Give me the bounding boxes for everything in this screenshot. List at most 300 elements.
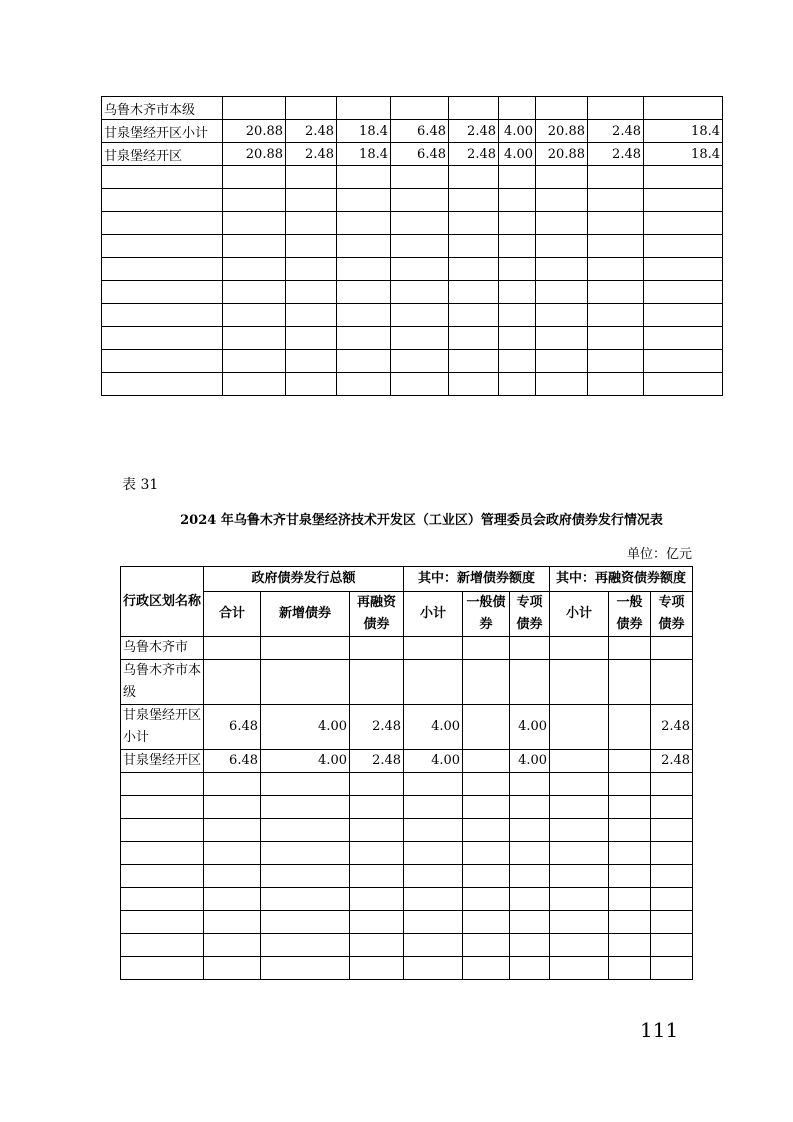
value-cell [536,189,588,212]
table-row [102,281,723,304]
value-cell [286,189,337,212]
table-row [102,327,723,350]
value-cell [391,235,449,258]
table-row [102,235,723,258]
value-cell: 4.00 [404,750,463,773]
value-cell [463,934,510,957]
row-label-cell [121,796,204,819]
value-cell [588,258,644,281]
value-cell [499,373,536,396]
bond-table-body [121,637,693,980]
value-cell [609,957,651,980]
value-cell [588,166,644,189]
value-cell [651,660,693,705]
value-cell [651,773,693,796]
value-cell [510,842,550,865]
table-row [121,750,693,773]
value-cell [449,166,499,189]
value-cell: 4.00 [404,705,463,750]
row-label-cell [102,189,223,212]
value-cell: 6.48 [204,750,261,773]
value-cell [404,660,463,705]
value-cell [550,957,609,980]
value-cell [204,911,261,934]
value-cell [644,350,723,373]
row-label-cell [102,235,223,258]
value-cell [536,373,588,396]
value-cell [286,373,337,396]
value-cell [651,637,693,660]
value-cell [449,373,499,396]
value-cell [499,304,536,327]
value-cell [391,189,449,212]
value-cell [404,865,463,888]
value-cell [536,97,588,120]
table-row [121,842,693,865]
value-cell [261,796,350,819]
value-cell [644,304,723,327]
value-cell [609,705,651,750]
value-cell [204,773,261,796]
value-cell [510,637,550,660]
value-cell: 2.48 [286,143,337,166]
value-cell [463,705,510,750]
value-cell [463,660,510,705]
value-cell [644,327,723,350]
value-cell [463,637,510,660]
value-cell [609,911,651,934]
table-row [102,212,723,235]
value-cell [550,911,609,934]
row-label-cell [121,842,204,865]
value-cell [644,97,723,120]
value-cell [204,888,261,911]
value-cell [391,281,449,304]
value-cell [463,796,510,819]
value-cell [261,842,350,865]
value-cell [391,212,449,235]
value-cell [588,212,644,235]
value-cell: 2.48 [350,750,404,773]
value-cell: 2.48 [350,705,404,750]
value-cell [609,773,651,796]
header-region: 行政区划名称 [121,567,204,637]
value-cell [499,166,536,189]
value-cell [449,235,499,258]
value-cell: 2.48 [651,705,693,750]
value-cell: 4.00 [261,705,350,750]
row-label-cell: 甘泉堡经开区 [121,750,204,773]
value-cell [609,865,651,888]
row-label-cell [102,327,223,350]
table-row [121,819,693,842]
value-cell [536,350,588,373]
row-label-cell [102,304,223,327]
value-cell [350,819,404,842]
value-cell [449,212,499,235]
table-row [102,120,723,143]
header-refinancing-bonds: 其中：再融资债券额度 [550,567,693,592]
row-label-cell [102,212,223,235]
value-cell: 18.4 [644,143,723,166]
row-label-cell [121,934,204,957]
value-cell [499,258,536,281]
row-label-cell [102,166,223,189]
row-label-cell: 乌鲁木齐市本级 [102,97,223,120]
value-cell: 6.48 [204,705,261,750]
value-cell [644,258,723,281]
value-cell: 2.48 [588,120,644,143]
value-cell [651,842,693,865]
value-cell [644,373,723,396]
value-cell [391,97,449,120]
table-row [102,373,723,396]
subheader-new-general: 一般债券 [463,592,510,637]
value-cell [463,957,510,980]
value-cell [463,773,510,796]
subheader-refi-general: 一般债券 [609,592,651,637]
value-cell [449,189,499,212]
row-label-cell: 乌鲁木齐市 [121,637,204,660]
value-cell [536,212,588,235]
table-row [121,796,693,819]
value-cell: 6.48 [391,143,449,166]
value-cell [510,819,550,842]
value-cell [404,911,463,934]
value-cell [337,212,391,235]
value-cell [609,819,651,842]
value-cell [223,373,286,396]
value-cell [449,350,499,373]
value-cell [644,235,723,258]
value-cell [391,327,449,350]
value-cell [510,660,550,705]
subheader-new-subtotal: 小计 [404,592,463,637]
value-cell [223,304,286,327]
value-cell: 4.00 [261,750,350,773]
value-cell [204,819,261,842]
subheader-refi-subtotal: 小计 [550,592,609,637]
value-cell [499,235,536,258]
table-row [121,660,693,705]
value-cell [204,796,261,819]
value-cell [204,660,261,705]
value-cell [223,97,286,120]
value-cell [463,750,510,773]
value-cell [404,773,463,796]
row-label-cell: 甘泉堡经开区小计 [121,705,204,750]
value-cell [350,796,404,819]
value-cell [404,796,463,819]
value-cell [536,235,588,258]
table-row [121,773,693,796]
value-cell [449,304,499,327]
table-row [102,143,723,166]
value-cell [449,97,499,120]
value-cell [536,327,588,350]
value-cell [404,957,463,980]
value-cell: 20.88 [223,143,286,166]
row-label-cell [121,911,204,934]
value-cell [550,842,609,865]
value-cell [337,189,391,212]
value-cell [350,957,404,980]
value-cell [261,865,350,888]
value-cell [463,819,510,842]
value-cell [499,212,536,235]
subheader-total: 合计 [204,592,261,637]
value-cell [536,258,588,281]
value-cell [391,258,449,281]
value-cell [651,819,693,842]
value-cell [651,957,693,980]
value-cell [261,819,350,842]
value-cell [644,281,723,304]
value-cell [449,327,499,350]
value-cell [536,304,588,327]
row-label-cell [102,350,223,373]
value-cell [536,166,588,189]
header-total-issuance: 政府债券发行总额 [204,567,404,592]
value-cell [337,97,391,120]
value-cell [550,934,609,957]
prior-table-continuation [101,96,723,396]
value-cell: 4.00 [510,750,550,773]
value-cell [286,281,337,304]
value-cell [286,304,337,327]
value-cell [404,637,463,660]
value-cell [350,773,404,796]
value-cell [651,911,693,934]
value-cell [261,911,350,934]
value-cell [286,327,337,350]
value-cell [499,97,536,120]
table-row [121,888,693,911]
value-cell [550,888,609,911]
value-cell: 20.88 [223,120,286,143]
row-label-cell [121,773,204,796]
value-cell [609,637,651,660]
value-cell [499,327,536,350]
value-cell [499,281,536,304]
value-cell: 20.88 [536,143,588,166]
value-cell [337,281,391,304]
row-label-cell: 甘泉堡经开区小计 [102,120,223,143]
value-cell [404,819,463,842]
value-cell [223,327,286,350]
value-cell [286,212,337,235]
value-cell [550,660,609,705]
value-cell [261,637,350,660]
value-cell [588,235,644,258]
value-cell: 18.4 [337,120,391,143]
value-cell [651,865,693,888]
table-row [102,97,723,120]
value-cell [550,705,609,750]
value-cell [644,166,723,189]
unit-note: 单位：亿元 [626,547,692,562]
value-cell [499,350,536,373]
value-cell: 4.00 [510,705,550,750]
value-cell: 2.48 [449,120,499,143]
value-cell [588,97,644,120]
value-cell [588,350,644,373]
value-cell: 20.88 [536,120,588,143]
value-cell [350,842,404,865]
header-new-bonds: 其中：新增债券额度 [404,567,550,592]
table-row [102,304,723,327]
table-row [102,258,723,281]
value-cell [350,660,404,705]
value-cell: 18.4 [644,120,723,143]
value-cell [463,888,510,911]
bond-issuance-table [120,566,693,980]
prior-table-body [102,97,723,396]
table-row [102,350,723,373]
value-cell [536,281,588,304]
value-cell [261,660,350,705]
value-cell: 18.4 [337,143,391,166]
value-cell [223,281,286,304]
value-cell [261,888,350,911]
value-cell [350,934,404,957]
value-cell: 2.48 [286,120,337,143]
value-cell: 2.48 [651,750,693,773]
value-cell [391,166,449,189]
table-row [121,934,693,957]
value-cell [651,888,693,911]
subheader-refi-special: 专项债券 [651,592,693,637]
value-cell [204,637,261,660]
value-cell [588,304,644,327]
value-cell [510,796,550,819]
value-cell [286,97,337,120]
value-cell [223,189,286,212]
value-cell [337,235,391,258]
value-cell [286,258,337,281]
value-cell [609,842,651,865]
value-cell [261,934,350,957]
value-cell [350,911,404,934]
value-cell: 6.48 [391,120,449,143]
value-cell [588,373,644,396]
value-cell [223,350,286,373]
value-cell [609,660,651,705]
value-cell [510,911,550,934]
table-row [102,166,723,189]
value-cell [391,350,449,373]
value-cell [550,750,609,773]
value-cell [651,934,693,957]
row-label-cell: 乌鲁木齐市本级 [121,660,204,705]
value-cell [391,373,449,396]
value-cell [644,189,723,212]
value-cell [337,327,391,350]
table-row [121,705,693,750]
value-cell: 4.00 [499,143,536,166]
subheader-new-special: 专项债券 [510,592,550,637]
value-cell: 4.00 [499,120,536,143]
value-cell [204,842,261,865]
row-label-cell: 甘泉堡经开区 [102,143,223,166]
value-cell [609,796,651,819]
value-cell [223,212,286,235]
value-cell [510,934,550,957]
value-cell [609,934,651,957]
value-cell [588,327,644,350]
value-cell: 2.48 [449,143,499,166]
value-cell [204,865,261,888]
value-cell [609,750,651,773]
value-cell [337,304,391,327]
table-row [102,189,723,212]
table-label: 表 31 [122,477,159,493]
subheader-refinance: 再融资债券 [350,592,404,637]
table-row [121,957,693,980]
value-cell [588,281,644,304]
row-label-cell [102,258,223,281]
value-cell [449,281,499,304]
value-cell [499,189,536,212]
subheader-new: 新增债券 [261,592,350,637]
value-cell [644,212,723,235]
value-cell [350,888,404,911]
value-cell [261,957,350,980]
value-cell: 2.48 [588,143,644,166]
value-cell [337,350,391,373]
value-cell [510,957,550,980]
value-cell [204,957,261,980]
value-cell [550,819,609,842]
value-cell [337,166,391,189]
row-label-cell [102,281,223,304]
value-cell [463,842,510,865]
value-cell [463,911,510,934]
value-cell [223,258,286,281]
value-cell [404,842,463,865]
table-row [121,637,693,660]
value-cell [588,189,644,212]
row-label-cell [121,957,204,980]
value-cell [404,888,463,911]
value-cell [286,235,337,258]
value-cell [510,888,550,911]
table-row [121,865,693,888]
value-cell [337,373,391,396]
value-cell [651,796,693,819]
value-cell [337,258,391,281]
value-cell [286,350,337,373]
value-cell [510,865,550,888]
value-cell [286,166,337,189]
value-cell [223,166,286,189]
value-cell [350,637,404,660]
row-label-cell [121,865,204,888]
table-row [121,911,693,934]
value-cell [404,934,463,957]
value-cell [463,865,510,888]
value-cell [550,865,609,888]
value-cell [550,637,609,660]
row-label-cell [121,888,204,911]
value-cell [550,773,609,796]
value-cell [350,865,404,888]
value-cell [449,258,499,281]
value-cell [510,773,550,796]
value-cell [391,304,449,327]
row-label-cell [102,373,223,396]
table-title: 2024 年乌鲁木齐甘泉堡经济技术开发区（工业区）管理委员会政府债券发行情况表 [180,513,663,528]
